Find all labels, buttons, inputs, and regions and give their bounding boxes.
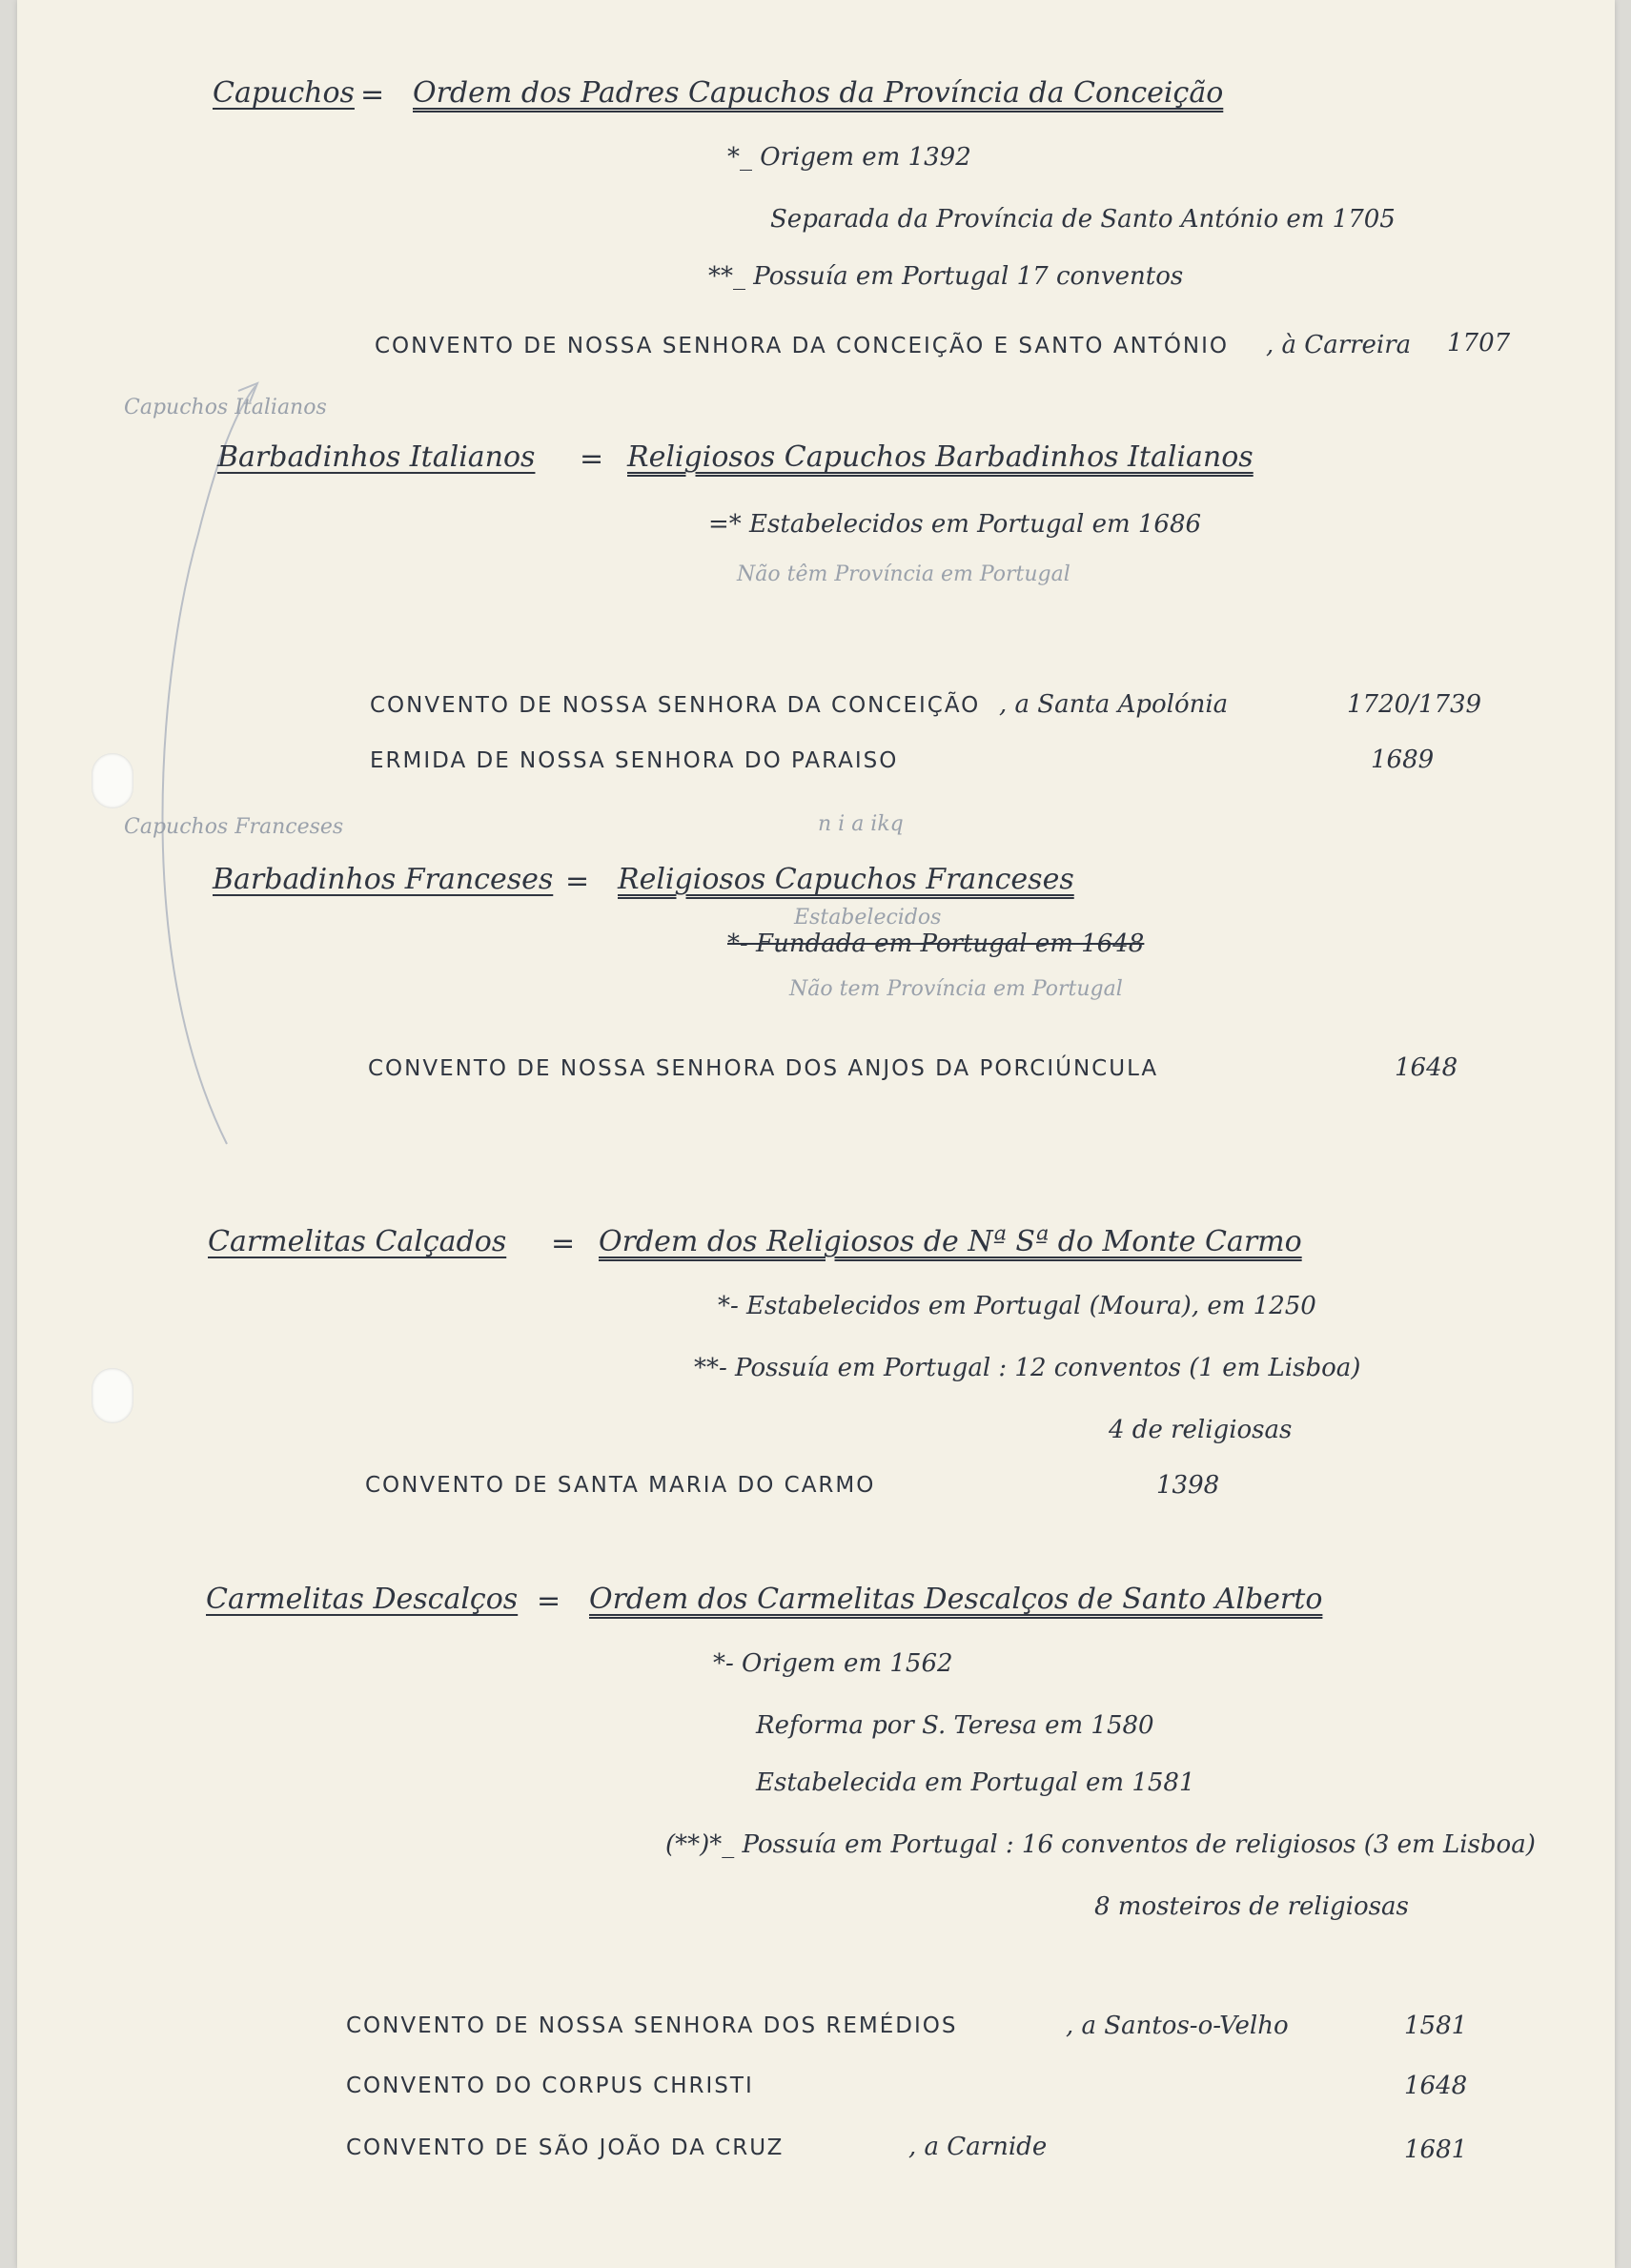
order-name: Carmelitas Calçados [208, 1225, 507, 1258]
convent-year: 1707 [1447, 329, 1511, 358]
note-line: *- Estabelecidos em Portugal (Moura), em 1250 [718, 1292, 1316, 1320]
order-full-name: Ordem dos Carmelitas Descalços de Santo Alberto [589, 1583, 1323, 1616]
note-line-faint: Não têm Província em Portugal [737, 562, 1070, 586]
note-line: Separada da Província de Santo António em 1705 [770, 205, 1396, 234]
order-full-name: Religiosos Capuchos Franceses [618, 863, 1074, 896]
equals-sign: = [580, 442, 604, 476]
order-full-name: Religiosos Capuchos Barbadinhos Italianos [627, 440, 1254, 474]
note-line: 8 mosteiros de religiosas [1094, 1892, 1409, 1921]
note-line: *_ Origem em 1392 [727, 143, 971, 172]
convent-location: , a Santos-o-Velho [1066, 2012, 1289, 2040]
convent-year: 1689 [1371, 746, 1435, 774]
note-line: **- Possuía em Portugal : 12 conventos (1 em Lisboa) [694, 1354, 1361, 1382]
convent-location: , à Carreira [1266, 331, 1412, 359]
convent-year: 1581 [1404, 2012, 1468, 2040]
faint-margin-text: Capuchos Franceses [124, 815, 344, 839]
convent-name: CONVENTO DE NOSSA SENHORA DA CONCEIÇÃO [370, 693, 981, 718]
note-line: (**)*_ Possuía em Portugal : 16 conventos de religiosos (3 em Lisboa) [665, 1830, 1536, 1859]
order-full-name: Ordem dos Religiosos de Nª Sª do Monte Carmo [599, 1225, 1302, 1258]
convent-name: CONVENTO DE NOSSA SENHORA DOS REMÉDIOS [346, 2013, 958, 2038]
faint-mark: n i a ikq [818, 812, 904, 836]
convent-year: 1648 [1404, 2072, 1468, 2100]
order-name: Barbadinhos Franceses [213, 863, 554, 896]
convent-name: CONVENTO DE SÃO JOÃO DA CRUZ [346, 2135, 785, 2160]
equals-sign: = [565, 865, 590, 898]
convent-name: CONVENTO DE NOSSA SENHORA DA CONCEIÇÃO E SANTO ANTÓNIO [375, 334, 1230, 358]
note-line: Estabelecida em Portugal em 1581 [756, 1768, 1195, 1797]
convent-year: 1398 [1156, 1471, 1220, 1500]
order-full-name: Ordem dos Padres Capuchos da Província da Conceição [413, 76, 1224, 110]
note-line: *- Fundada em Portugal em 1648 [727, 930, 1145, 958]
faint-margin-text: Capuchos Italianos [124, 396, 327, 419]
note-line: =* Estabelecidos em Portugal em 1686 [708, 510, 1202, 539]
convent-name: CONVENTO DE SANTA MARIA DO CARMO [365, 1473, 876, 1498]
equals-sign: = [360, 78, 385, 112]
note-line: 4 de religiosas [1109, 1416, 1293, 1444]
convent-year: 1681 [1404, 2135, 1468, 2164]
note-line: **_ Possuía em Portugal 17 conventos [708, 262, 1184, 291]
convent-name: CONVENTO DO CORPUS CHRISTI [346, 2074, 754, 2098]
note-line-faint: Não tem Província em Portugal [789, 977, 1123, 1001]
convent-location: , a Santa Apolónia [999, 690, 1229, 719]
punch-hole-bottom [92, 1368, 133, 1423]
equals-sign: = [551, 1227, 576, 1260]
equals-sign: = [537, 1584, 561, 1618]
order-name: Capuchos [213, 76, 355, 110]
document-page [17, 0, 1615, 2268]
insertion-note: Estabelecidos [794, 906, 942, 930]
convent-name: ERMIDA DE NOSSA SENHORA DO PARAISO [370, 748, 899, 773]
margin-arrow-icon [17, 0, 398, 1239]
note-line: *- Origem em 1562 [713, 1649, 953, 1678]
convent-year: 1648 [1395, 1053, 1458, 1082]
order-name: Carmelitas Descalços [206, 1583, 519, 1616]
order-name: Barbadinhos Italianos [217, 440, 536, 474]
convent-year: 1720/1739 [1347, 690, 1482, 719]
convent-name: CONVENTO DE NOSSA SENHORA DOS ANJOS DA PORCIÚNCULA [368, 1056, 1159, 1081]
convent-location: , a Carnide [908, 2133, 1048, 2161]
note-line: Reforma por S. Teresa em 1580 [756, 1711, 1154, 1740]
